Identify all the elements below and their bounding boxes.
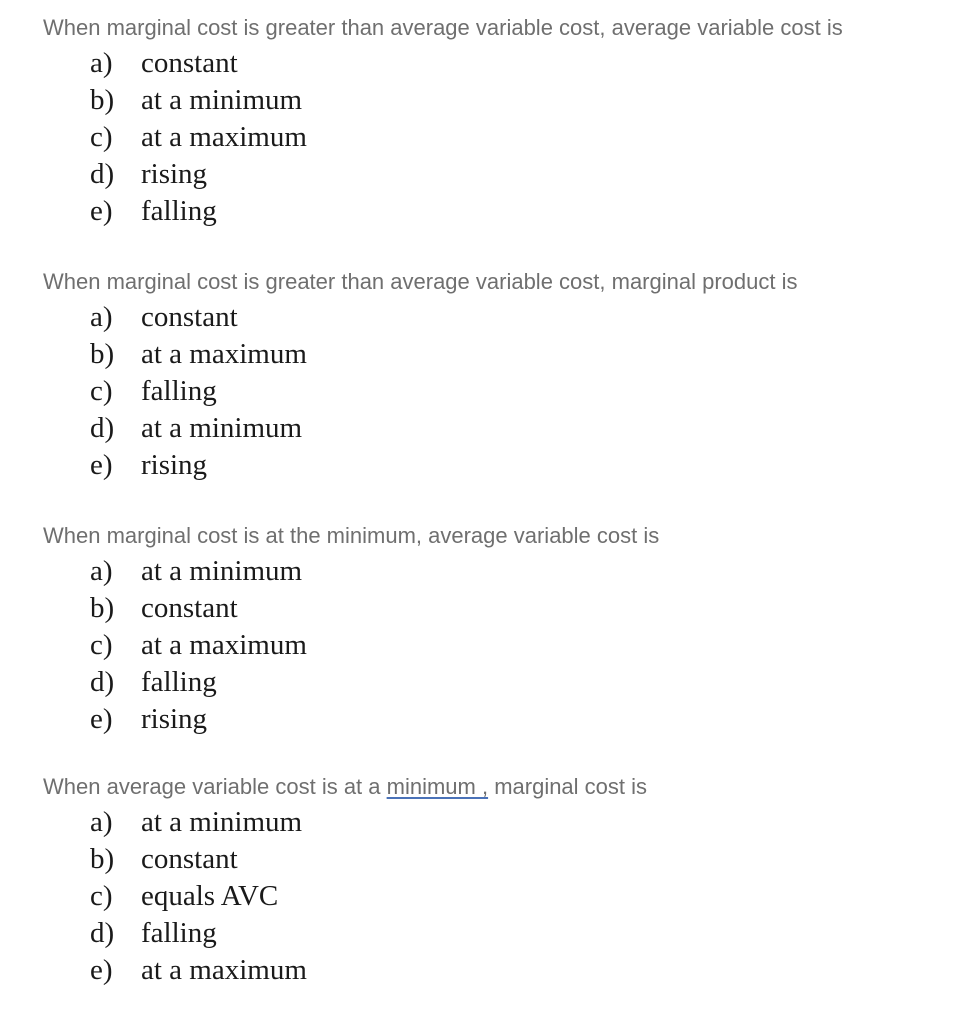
option-letter: c) xyxy=(90,629,113,661)
option-text: at a maximum xyxy=(141,954,307,986)
option-letter: b) xyxy=(90,592,115,624)
option-letter: e) xyxy=(90,703,113,735)
option-letter: d) xyxy=(90,917,115,949)
option-letter: a) xyxy=(90,301,113,333)
option-text: rising xyxy=(141,158,208,190)
option-text: falling xyxy=(141,195,217,227)
question-prompt: When marginal cost is greater than average variable cost, average variable cost is xyxy=(43,15,843,40)
option-letter: c) xyxy=(90,375,113,407)
option-text: constant xyxy=(141,843,238,875)
option-letter: c) xyxy=(90,121,113,153)
question-prompt: When marginal cost is at the minimum, average variable cost is xyxy=(43,523,660,548)
prompt-text-before: When average variable cost is at a xyxy=(43,774,387,799)
option-letter: c) xyxy=(90,880,113,912)
option-letter: b) xyxy=(90,843,115,875)
option-text: rising xyxy=(141,449,208,481)
option-text: falling xyxy=(141,375,217,407)
option-text: at a minimum xyxy=(141,806,303,838)
option-text: falling xyxy=(141,666,217,698)
option-letter: a) xyxy=(90,806,113,838)
option-letter: e) xyxy=(90,449,113,481)
option-letter: d) xyxy=(90,666,115,698)
option-letter: d) xyxy=(90,412,115,444)
option-text: at a minimum xyxy=(141,84,303,116)
option-text: rising xyxy=(141,703,208,735)
option-text: at a maximum xyxy=(141,629,307,661)
option-letter: b) xyxy=(90,84,115,116)
option-letter: d) xyxy=(90,158,115,190)
question-prompt: When marginal cost is greater than average variable cost, marginal product is xyxy=(43,269,798,294)
option-text: falling xyxy=(141,917,217,949)
option-text: at a minimum xyxy=(141,555,303,587)
prompt-underlined-word: minimum , xyxy=(386,774,489,799)
option-letter: a) xyxy=(90,47,113,79)
option-letter: b) xyxy=(90,338,115,370)
option-text: equals AVC xyxy=(141,880,279,912)
option-letter: a) xyxy=(90,555,113,587)
option-letter: e) xyxy=(90,954,113,986)
option-text: constant xyxy=(141,47,238,79)
option-text: at a maximum xyxy=(141,121,307,153)
option-text: at a minimum xyxy=(141,412,303,444)
prompt-text-after: marginal cost is xyxy=(488,774,648,799)
option-letter: e) xyxy=(90,195,113,227)
option-text: constant xyxy=(141,301,238,333)
question-prompt xyxy=(43,773,647,801)
option-text: constant xyxy=(141,592,238,624)
option-text: at a maximum xyxy=(141,338,307,370)
